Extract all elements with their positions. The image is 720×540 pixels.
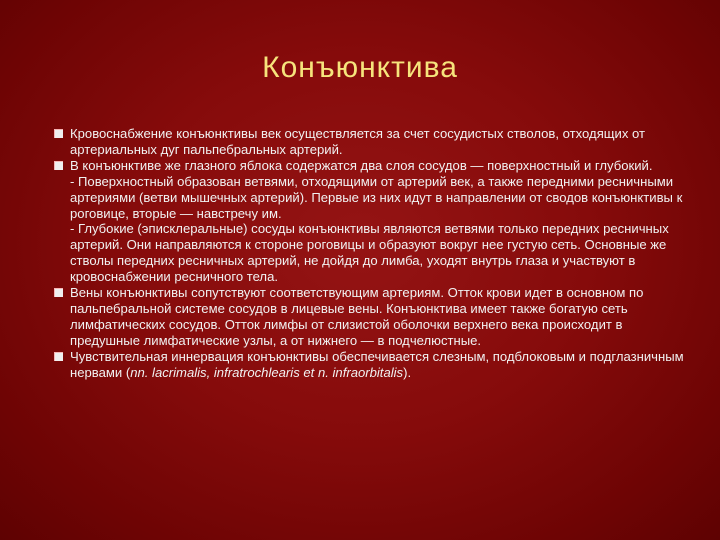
bullet-item (52, 349, 692, 381)
bullet-text-part: ). (403, 364, 412, 380)
bullet-item (52, 158, 692, 174)
bullet-item (52, 285, 692, 349)
bullet-text: Кровоснабжение конъюнктивы век осуществляется за счет сосудистых стволов, отходящих от артериальных дуг пальпебральных артерий. (70, 126, 646, 157)
sub-paragraph: - Глубокие (эписклеральные) сосуды конъюнктивы являются ветвями только передних ресничных артерий. Они направляются к стороне роговицы и образуют вокруг нее густую сеть. Основные же стволы передних ресничных артерий, не дойдя до лимба, уходят внутрь глаза и участвуют в кровоснабжении ресничного тела. (70, 221, 669, 285)
bullet-item (52, 126, 692, 158)
bullet-text (70, 349, 684, 380)
bullet-text-part: Чувствительная иннервация конъюнктивы обеспечивается слезным, подблоковым и подглазничным нервами ( (70, 348, 684, 380)
slide-body (52, 126, 692, 381)
slide-title: Конъюнктива (262, 51, 458, 84)
square-bullet-icon (54, 129, 63, 138)
square-bullet-icon (54, 352, 63, 361)
bullet-text: Вены конъюнктивы сопутствуют соответствующим артериям. Отток крови идет в основном по пальпебральной системе сосудов в лицевые вены. Конъюнктива имеет также богатую сеть лимфатических сосудов. Отток лимфы от слизистой оболочки верхнего века происходит в предушные лимфатические узлы, а от нижнего — в подчелюстные. (70, 285, 644, 348)
sub-paragraph: - Поверхностный образован ветвями, отходящими от артерий век, а также передними ресничными артериями (ветви мышечных артерий). Первые из них идут в направлении от сводов конъюнктивы к роговице, вторые — навстречу им. (70, 173, 683, 221)
square-bullet-icon (54, 288, 63, 297)
latin-nerve-names: nn. lacrimalis, infratrochlearis et n. infraorbitalis (130, 364, 404, 380)
square-bullet-icon (54, 161, 63, 170)
bullet-text: В конъюнктиве же глазного яблока содержатся два слоя сосудов — поверхностный и глубокий. (70, 157, 653, 173)
